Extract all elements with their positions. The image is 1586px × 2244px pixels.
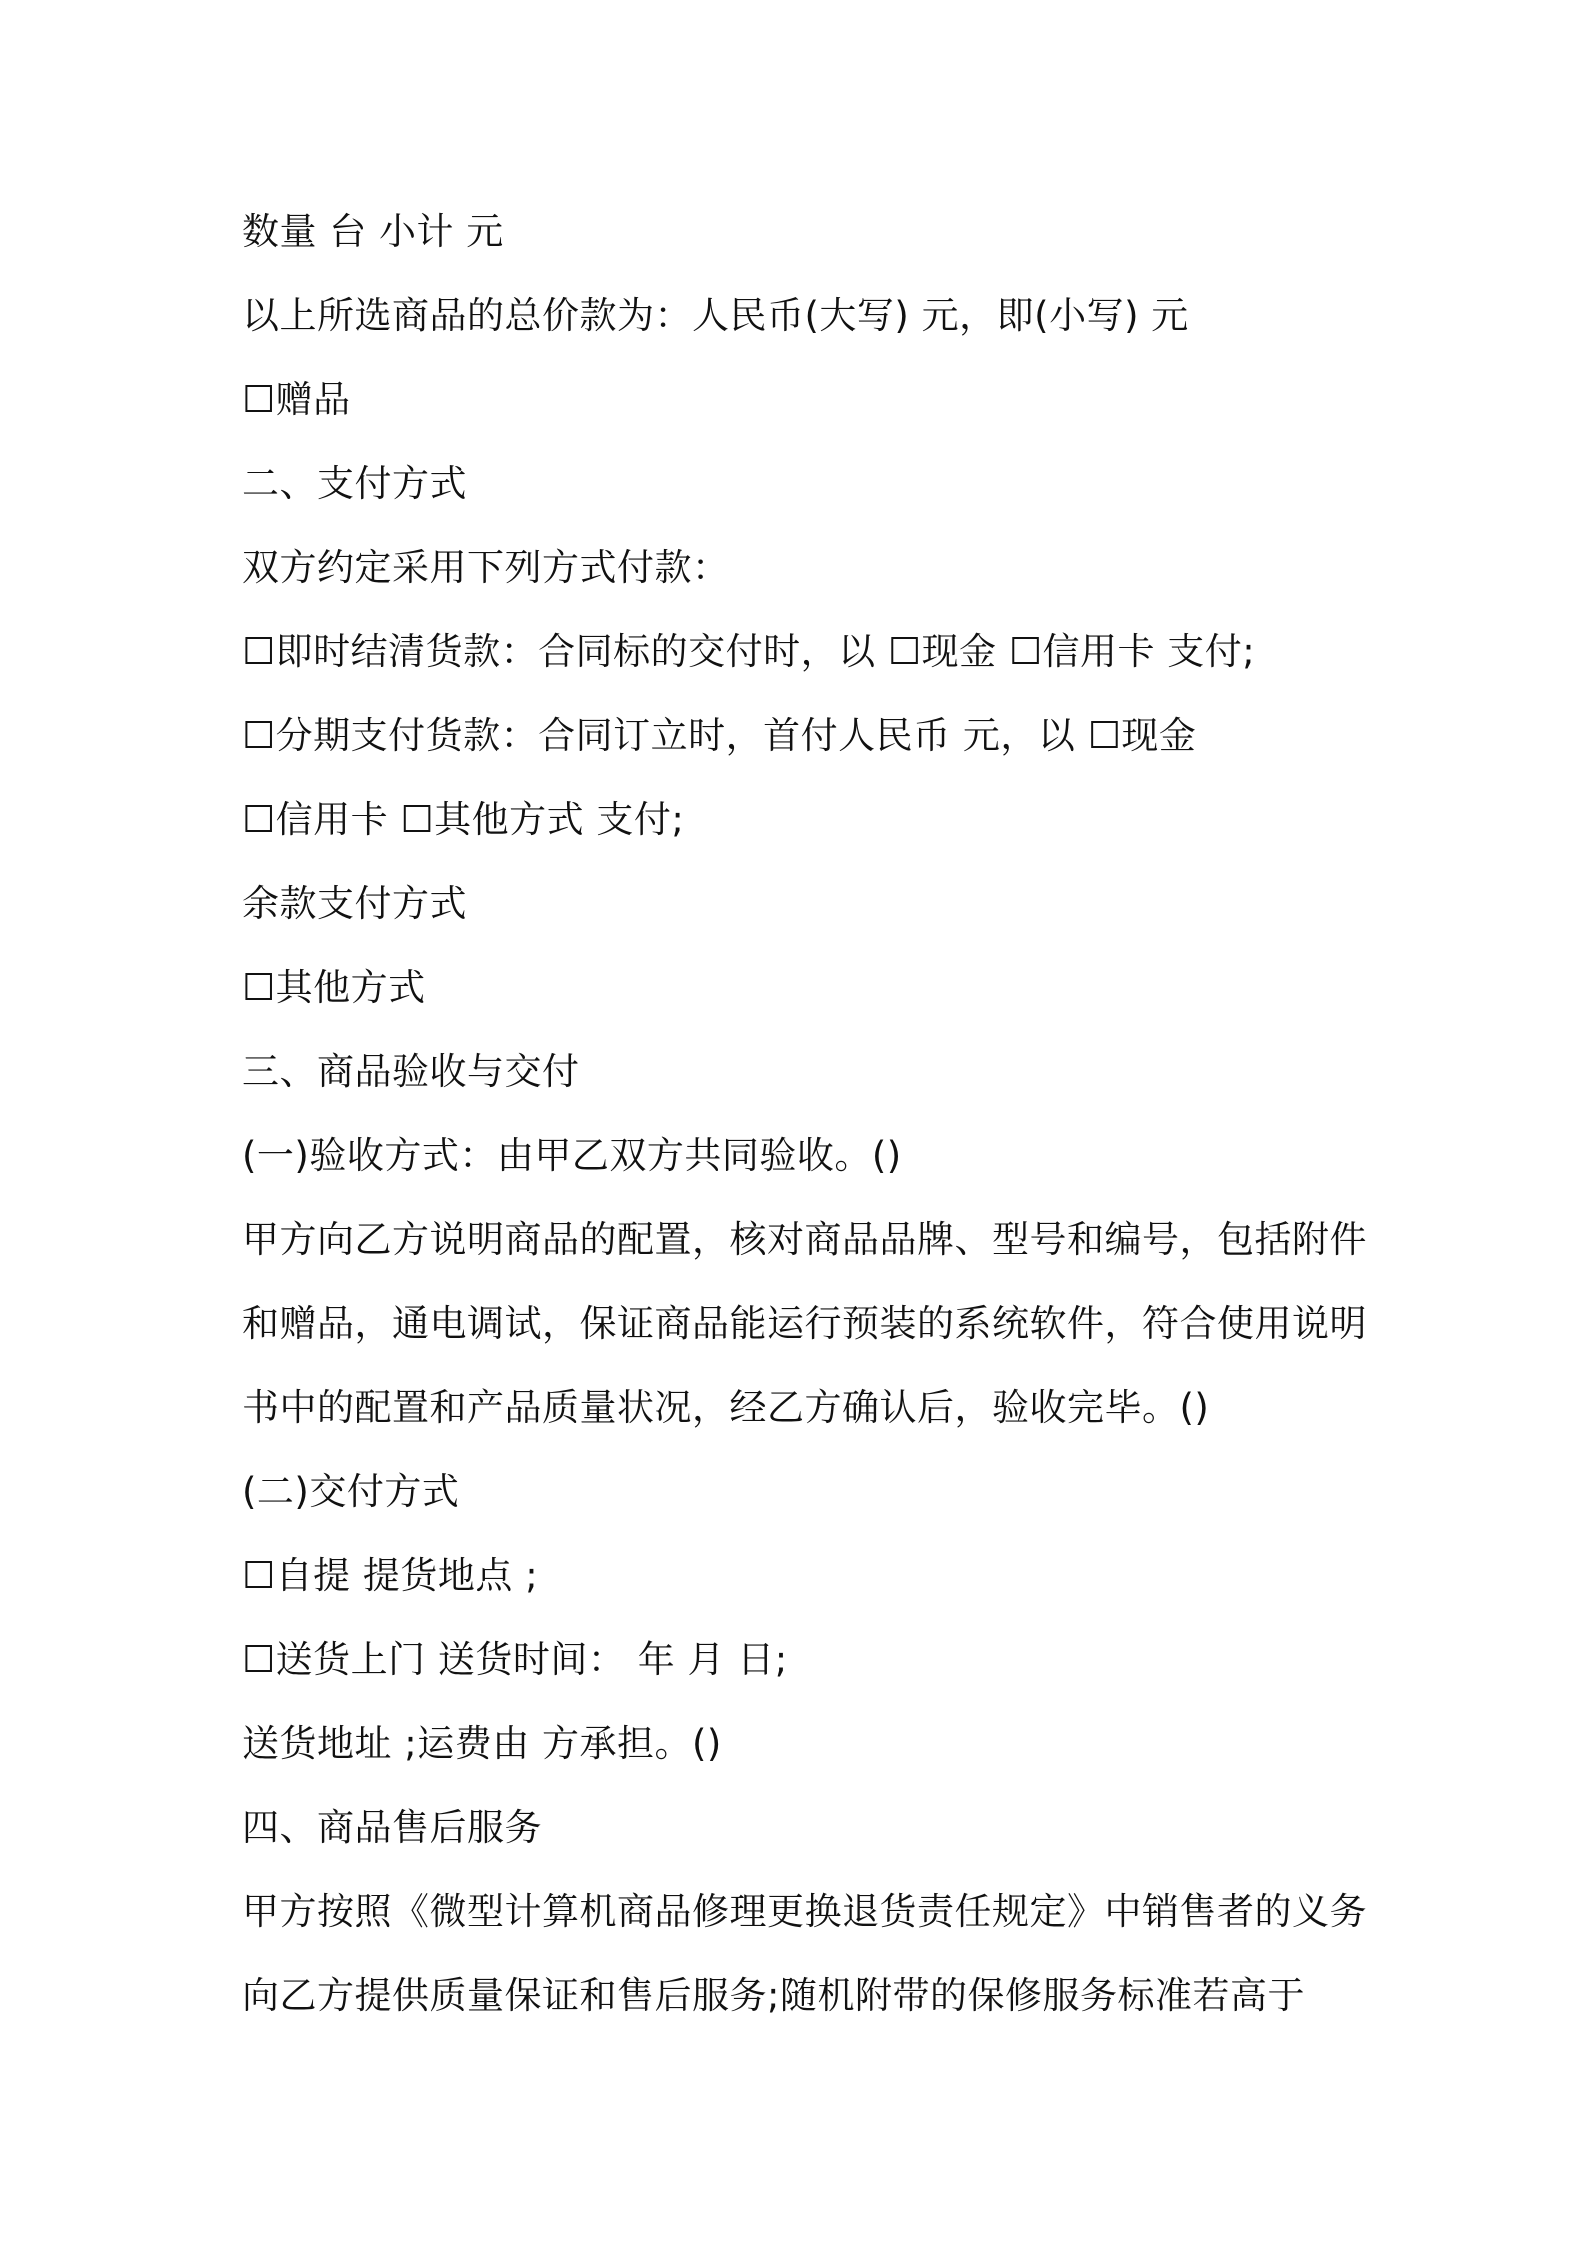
installment-payment-line: ☐分期支付货款：合同订立时，首付人民币 元，以 ☐现金 bbox=[242, 714, 1197, 757]
delivery-address-line: 送货地址 ;运费由 方承担。() bbox=[242, 1722, 722, 1765]
acceptance-paragraph-line-1: 甲方向乙方说明商品的配置，核对商品品牌、型号和编号，包括附件 bbox=[242, 1218, 1367, 1261]
acceptance-paragraph-line-2: 和赠品，通电调试，保证商品能运行预装的系统软件，符合使用说明 bbox=[242, 1302, 1367, 1345]
gift-checkbox-line: ☐赠品 bbox=[242, 378, 351, 421]
section-heading-payment: 二、支付方式 bbox=[242, 462, 467, 505]
payment-intro-line: 双方约定采用下列方式付款： bbox=[242, 546, 730, 589]
immediate-payment-line: ☐即时结清货款：合同标的交付时，以 ☐现金 ☐信用卡 支付; bbox=[242, 630, 1256, 673]
section-heading-after-sales: 四、商品售后服务 bbox=[242, 1806, 542, 1849]
other-method-line: ☐其他方式 bbox=[242, 966, 426, 1009]
total-price-line: 以上所选商品的总价款为：人民币(大写) 元，即(小写) 元 bbox=[242, 294, 1189, 337]
home-delivery-line: ☐送货上门 送货时间： 年 月 日; bbox=[242, 1638, 788, 1681]
quantity-subtotal-line: 数量 台 小计 元 bbox=[242, 210, 504, 253]
balance-payment-line: 余款支付方式 bbox=[242, 882, 467, 925]
delivery-method-heading: (二)交付方式 bbox=[242, 1470, 460, 1513]
document-body bbox=[242, 190, 1367, 2038]
acceptance-paragraph-line-3: 书中的配置和产品质量状况，经乙方确认后，验收完毕。() bbox=[242, 1386, 1210, 1429]
installment-methods-line: ☐信用卡 ☐其他方式 支付; bbox=[242, 798, 685, 841]
self-pickup-line: ☐自提 提货地点 ; bbox=[242, 1554, 539, 1597]
section-heading-acceptance: 三、商品验收与交付 bbox=[242, 1050, 580, 1093]
after-sales-paragraph-line-2: 向乙方提供质量保证和售后服务;随机附带的保修服务标准若高于 bbox=[242, 1974, 1305, 2017]
after-sales-paragraph-line-1: 甲方按照《微型计算机商品修理更换退货责任规定》中销售者的义务 bbox=[242, 1890, 1367, 1933]
acceptance-method-line: (一)验收方式：由甲乙双方共同验收。() bbox=[242, 1134, 902, 1177]
